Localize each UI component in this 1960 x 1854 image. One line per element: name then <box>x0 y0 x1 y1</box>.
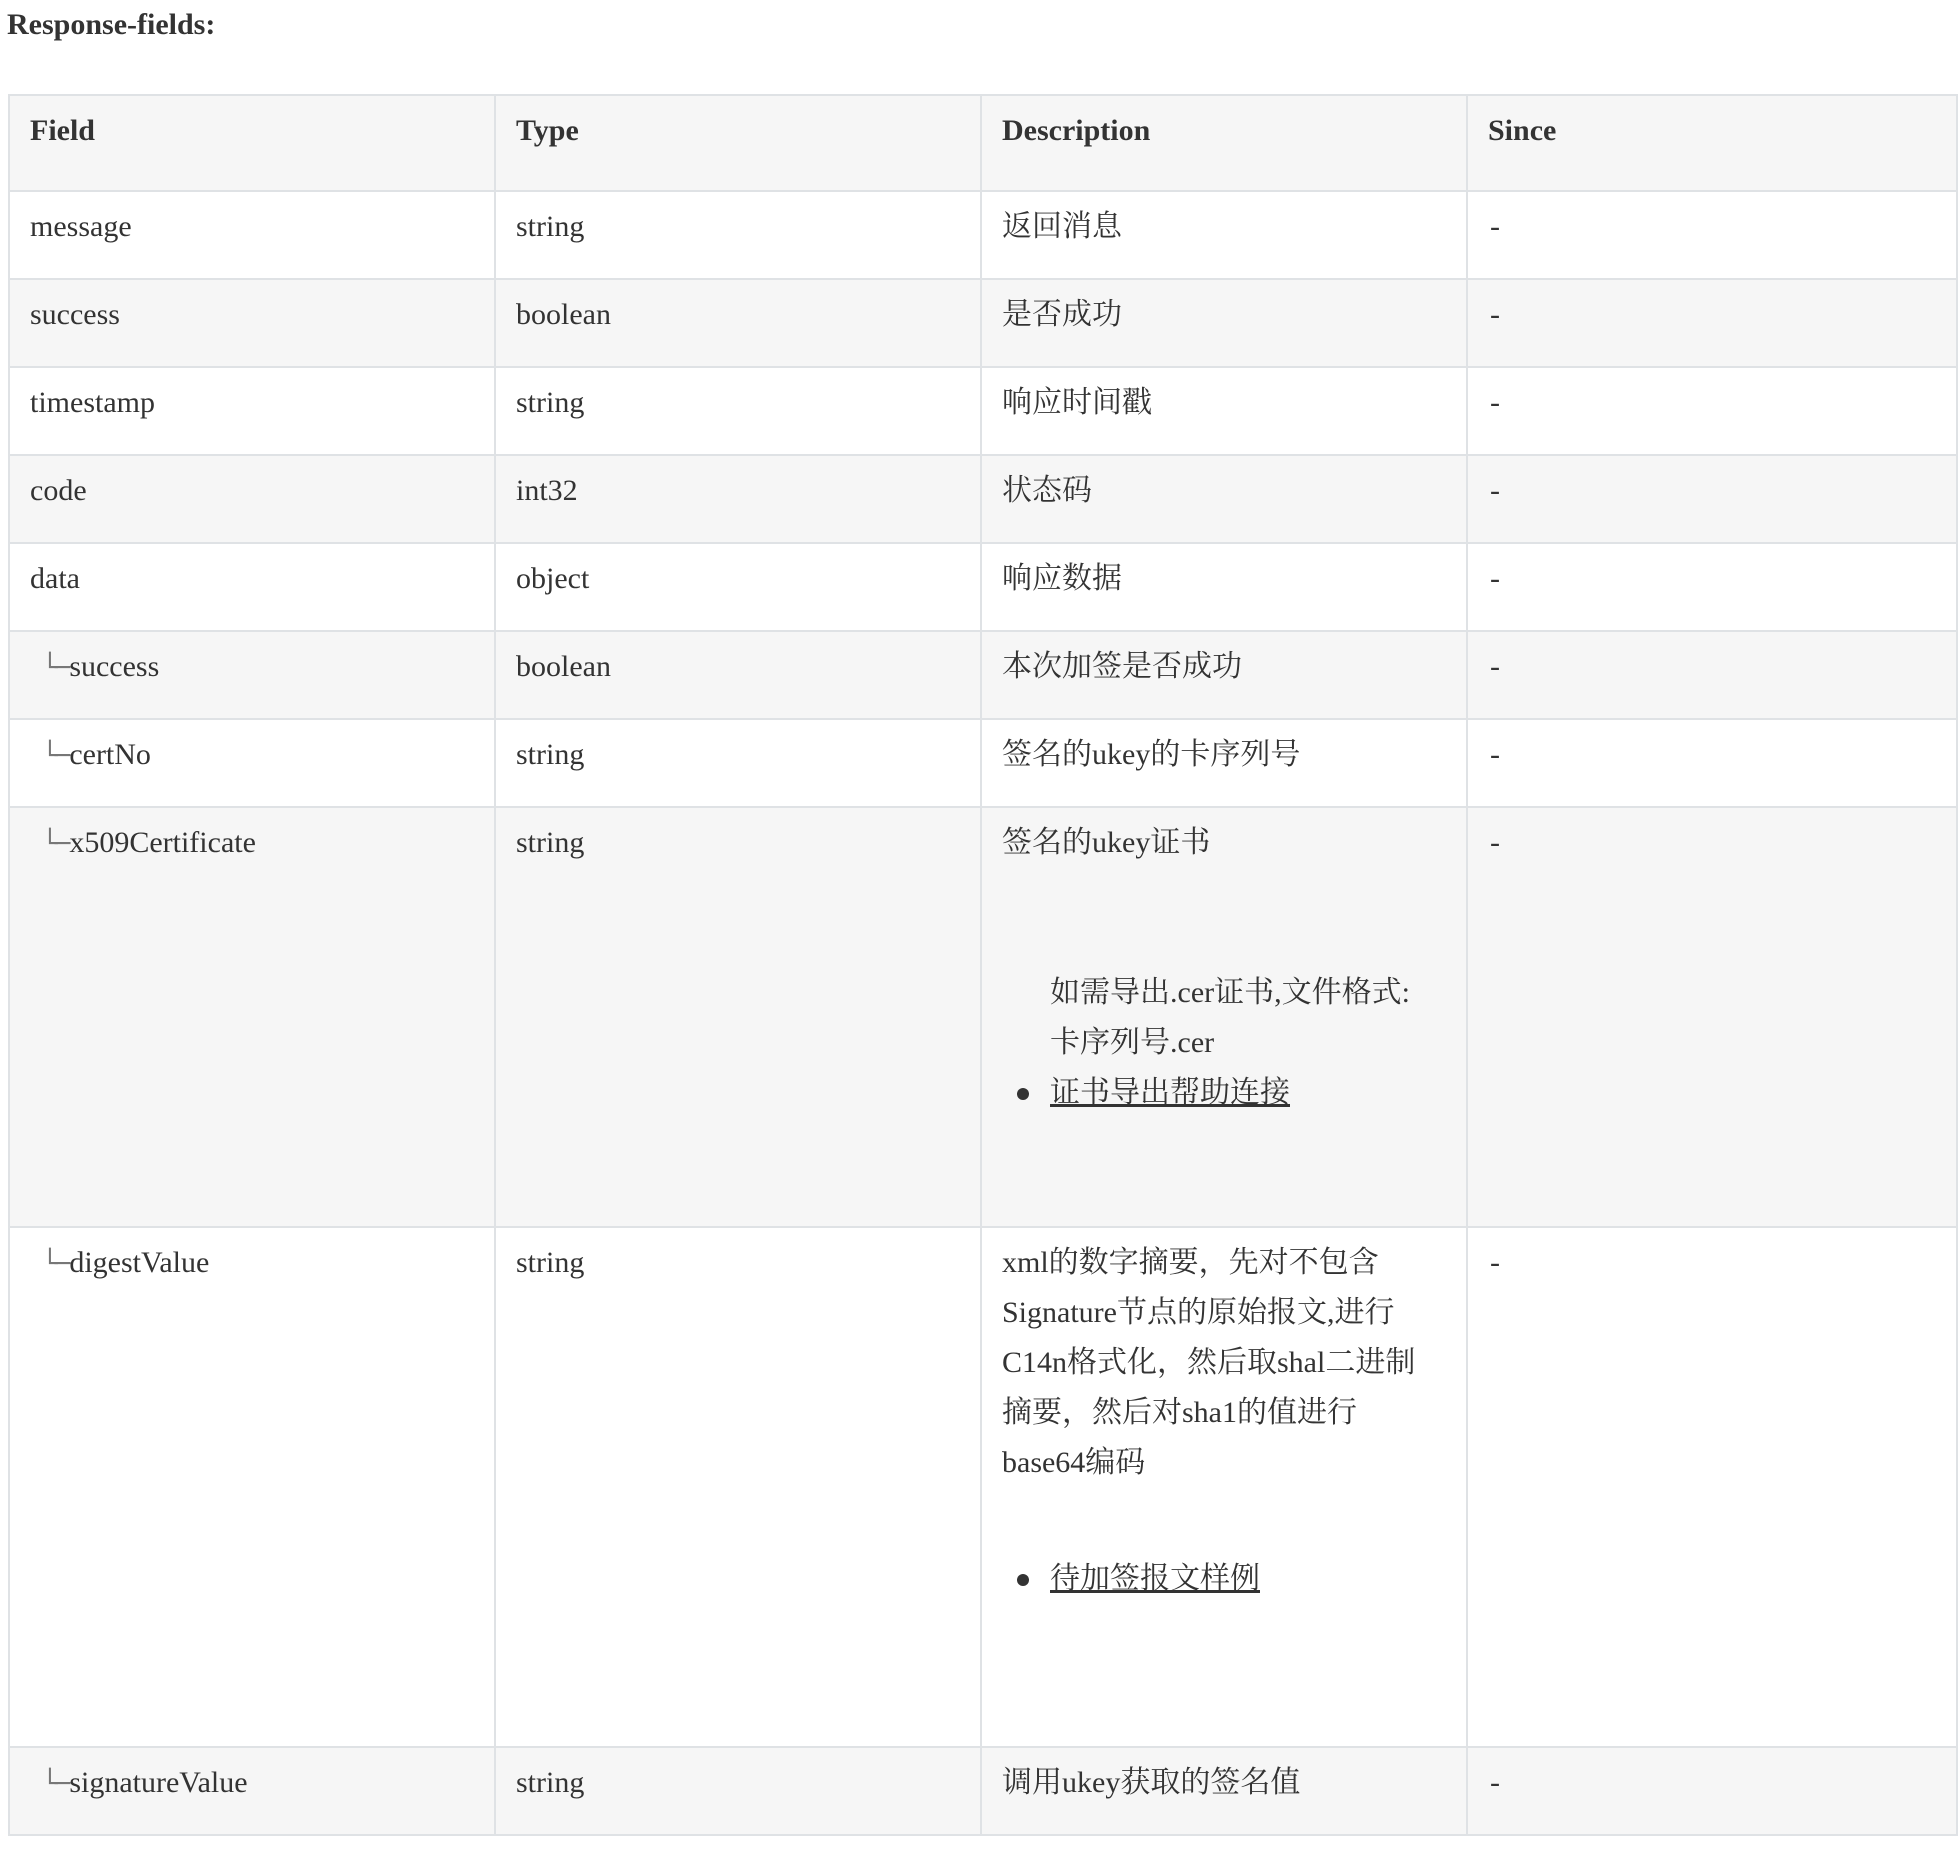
field-cell: code <box>9 455 495 543</box>
description-line: base64编码 <box>1002 1446 1146 1479</box>
sample-message-link[interactable]: 待加签报文样例 <box>1050 1562 1260 1595</box>
field-cell <box>9 631 495 719</box>
cert-export-help-link[interactable]: 证书导出帮助连接 <box>1050 1076 1290 1109</box>
since-cell <box>1467 367 1957 455</box>
since-cell <box>1467 279 1957 367</box>
list-item <box>1050 1068 1446 1118</box>
description-line: 摘要，然后对sha1的值进行 <box>1002 1396 1357 1429</box>
description-line: C14n格式化，然后取shal二进制 <box>1002 1346 1416 1379</box>
child-field-name: x509Certificate <box>69 826 256 859</box>
description-list <box>1002 1554 1446 1604</box>
description-cell: 返回消息 <box>981 191 1467 279</box>
table-row <box>9 1227 1957 1747</box>
description-cell: 响应数据 <box>981 543 1467 631</box>
field-cell: timestamp <box>9 367 495 455</box>
since-cell <box>1467 719 1957 807</box>
table-row <box>9 455 1957 543</box>
since-value: - <box>1490 1766 1500 1799</box>
type-cell: string <box>495 367 981 455</box>
description-list <box>1002 968 1446 1118</box>
type-cell: object <box>495 543 981 631</box>
table-row <box>9 543 1957 631</box>
description-spacer <box>1002 868 1446 968</box>
description-cell: 本次加签是否成功 <box>981 631 1467 719</box>
since-value: - <box>1490 474 1500 507</box>
since-value: - <box>1490 650 1500 683</box>
tree-branch-icon: └─ <box>42 1769 68 1799</box>
column-header-type: Type <box>495 95 981 191</box>
column-header-since: Since <box>1467 95 1957 191</box>
child-field-name: certNo <box>69 738 151 771</box>
since-value: - <box>1490 298 1500 331</box>
since-cell <box>1467 1747 1957 1835</box>
column-header-field: Field <box>9 95 495 191</box>
description-line: xml的数字摘要，先对不包含 <box>1002 1246 1379 1279</box>
note-line: 卡序列号.cer <box>1050 1026 1215 1059</box>
since-cell <box>1467 631 1957 719</box>
table-header <box>9 95 1957 191</box>
type-cell: string <box>495 191 981 279</box>
type-cell: int32 <box>495 455 981 543</box>
type-cell: string <box>495 1227 981 1747</box>
tree-branch-icon: └─ <box>42 653 68 683</box>
description-cell: 是否成功 <box>981 279 1467 367</box>
type-cell: string <box>495 1747 981 1835</box>
list-item <box>1050 1554 1446 1604</box>
type-cell: string <box>495 807 981 1227</box>
table-row <box>9 807 1957 1227</box>
header-row <box>9 95 1957 191</box>
tree-branch-icon: └─ <box>42 829 68 859</box>
type-cell: boolean <box>495 631 981 719</box>
table-row <box>9 719 1957 807</box>
list-item <box>1050 968 1446 1068</box>
note-line: 如需导出.cer证书,文件格式: <box>1050 976 1410 1009</box>
section-heading: Response-fields: <box>7 8 216 41</box>
since-cell <box>1467 455 1957 543</box>
description-line: Signature节点的原始报文,进行 <box>1002 1296 1395 1329</box>
description-cell <box>981 807 1467 1227</box>
field-cell <box>9 1747 495 1835</box>
field-cell <box>9 719 495 807</box>
description-cell <box>981 1227 1467 1747</box>
since-cell <box>1467 1227 1957 1747</box>
field-cell <box>9 1227 495 1747</box>
field-cell: success <box>9 279 495 367</box>
child-field-name: signatureValue <box>69 1766 248 1799</box>
child-field-name: success <box>69 650 160 683</box>
since-value: - <box>1490 562 1500 595</box>
response-fields-table <box>8 94 1958 1836</box>
table-body <box>9 191 1957 1835</box>
field-cell: data <box>9 543 495 631</box>
table-row <box>9 279 1957 367</box>
field-cell: message <box>9 191 495 279</box>
column-header-description: Description <box>981 95 1467 191</box>
table-row <box>9 1747 1957 1835</box>
description-spacer <box>1002 1488 1446 1554</box>
description-cell: 签名的ukey的卡序列号 <box>981 719 1467 807</box>
since-value: - <box>1490 386 1500 419</box>
since-value: - <box>1490 738 1500 771</box>
type-cell: string <box>495 719 981 807</box>
description-cell: 调用ukey获取的签名值 <box>981 1747 1467 1835</box>
child-field-name: digestValue <box>69 1246 210 1279</box>
tree-branch-icon: └─ <box>42 741 68 771</box>
since-value: - <box>1490 210 1500 243</box>
table-row <box>9 191 1957 279</box>
description-cell: 状态码 <box>981 455 1467 543</box>
type-cell: boolean <box>495 279 981 367</box>
tree-branch-icon: └─ <box>42 1249 68 1279</box>
since-cell <box>1467 807 1957 1227</box>
table-row <box>9 631 1957 719</box>
since-cell <box>1467 543 1957 631</box>
table-row <box>9 367 1957 455</box>
since-value: - <box>1490 1246 1500 1279</box>
description-cell: 响应时间戳 <box>981 367 1467 455</box>
field-cell <box>9 807 495 1227</box>
since-cell <box>1467 191 1957 279</box>
description-text: 签名的ukey证书 <box>1002 826 1211 859</box>
since-value: - <box>1490 826 1500 859</box>
